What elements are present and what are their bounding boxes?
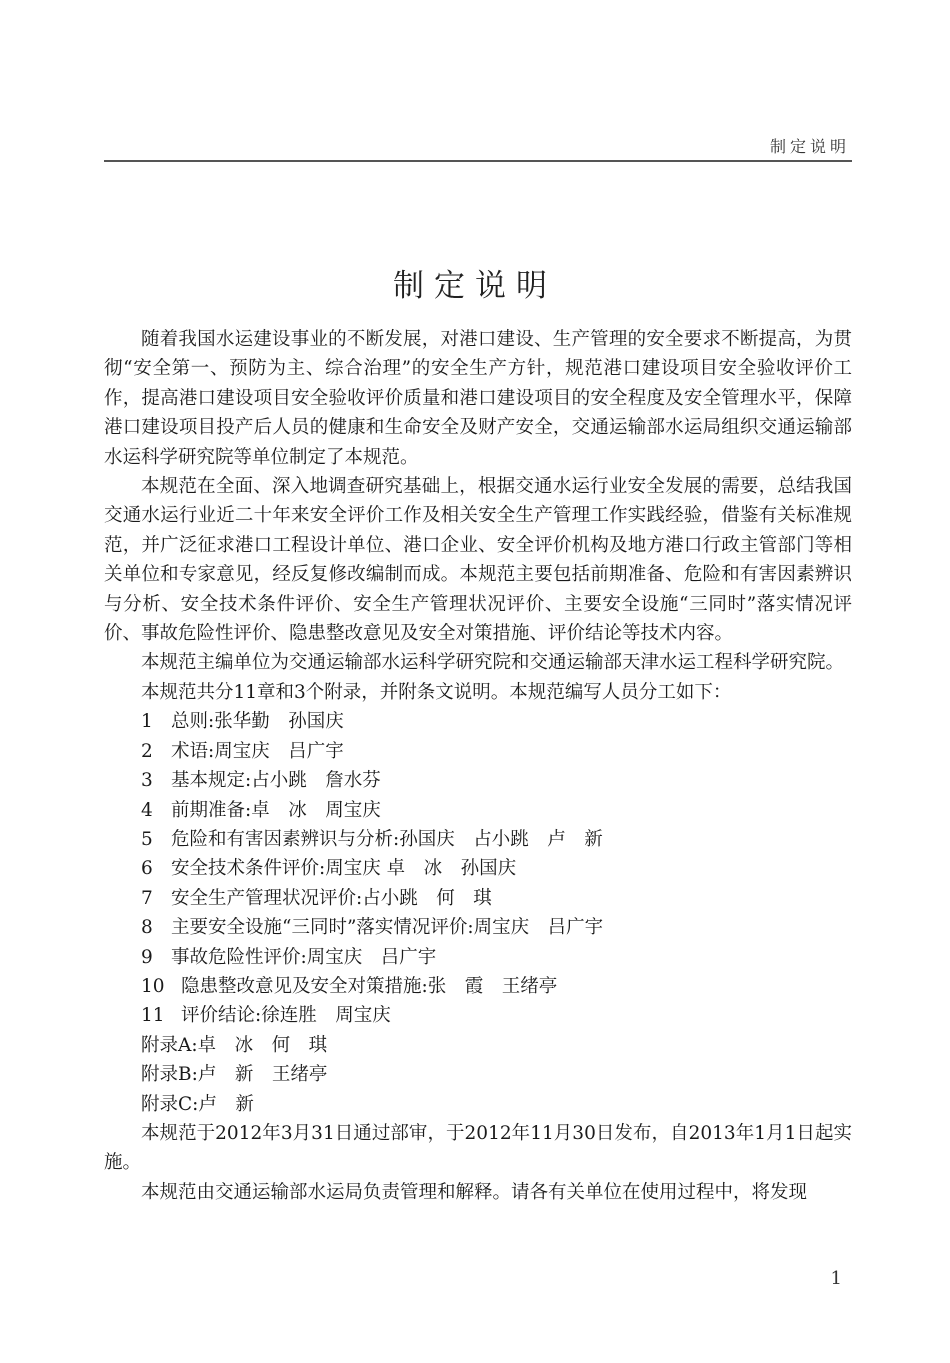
list-item [104,943,852,972]
page-number: 1 [830,1268,842,1289]
paragraph: 本规范共分11章和3个附录，并附条文说明。本规范编写人员分工如下： [141,681,732,703]
list-text: 隐患整改意见及安全对策措施:张 霞 王绪亭 [181,975,558,997]
paragraph: 本规范主编单位为交通运输部水运科学研究院和交通运输部天津水运工程科学研究院。 [141,652,845,674]
document-body [104,325,852,1207]
paragraph: 随着我国水运建设事业的不断发展，对港口建设、生产管理的安全要求不断提高，为贯彻“安全第一、预防为主、综合治理”的安全生产方针，规范港口建设项目安全验收评价工作，提高港口建设项目安全验收评价质量和港口建设项目的安全程度及安全管理水平，保障港口建设项目投产后人员的健康和生命安全及财产安全，交通运输部水运局组织交通运输部水运科学研究院等单位制定了本规范。 [104,329,852,468]
list-item [104,1001,852,1030]
paragraph: 本规范由交通运输部水运局负责管理和解释。请各有关单位在使用过程中，将发现 [141,1181,808,1203]
list-number: 3 [141,770,153,792]
list-item [104,913,852,942]
list-text: 基本规定:占小跳 詹水芬 [171,770,381,792]
list-item [104,796,852,825]
list-number: 10 [141,975,165,997]
paragraph: 本规范于2012年3月31日通过部审，于2012年11月30日发布，自2013年1月1日起实施。 [104,1122,852,1174]
list-text: 主要安全设施“三同时”落实情况评价:周宝庆 吕广宇 [171,917,604,939]
list-item [104,766,852,795]
list-text: 评价结论:徐连胜 周宝庆 [181,1005,391,1027]
list-number: 2 [141,740,153,762]
list-text: 安全技术条件评价:周宝庆 卓 冰 孙国庆 [171,858,517,880]
paragraph: 本规范在全面、深入地调查研究基础上，根据交通水运行业安全发展的需要，总结我国交通水运行业近二十年来安全评价工作及相关安全生产管理工作实践经验，借鉴有关标准规范，并广泛征求港口工程设计单位、港口企业、安全评价机构及地方港口行政主管部门等相关单位和专家意见，经反复修改编制而成。本规范主要包括前期准备、危险和有害因素辨识与分析、安全技术条件评价、安全生产管理状况评价、主要安全设施“三同时”落实情况评价、事故危险性评价、隐患整改意见及安全对策措施、评价结论等技术内容。 [104,476,852,645]
list-text: 前期准备:卓 冰 周宝庆 [171,799,381,821]
list-item-appendix: 附录C:卢 新 [141,1093,254,1115]
list-item [104,737,852,766]
running-header: 制定说明 [769,137,850,156]
list-item [104,854,852,883]
list-number: 6 [141,858,153,880]
list-number: 8 [141,917,153,939]
page-title: 制定说明 [393,268,557,304]
list-item-appendix: 附录A:卓 冰 何 琪 [141,1034,328,1056]
list-text: 危险和有害因素辨识与分析:孙国庆 占小跳 卢 新 [171,828,603,850]
list-number: 11 [141,1005,165,1027]
list-item [104,825,852,854]
list-item [104,972,852,1001]
list-item [104,707,852,736]
header-rule [104,160,852,162]
list-number: 7 [141,887,153,909]
list-item-appendix: 附录B:卢 新 王绪亭 [141,1064,328,1086]
list-item [104,884,852,913]
list-number: 4 [141,799,153,821]
list-text: 安全生产管理状况评价:占小跳 何 琪 [171,887,492,909]
author-list [104,707,852,1119]
list-number: 5 [141,828,153,850]
list-text: 事故危险性评价:周宝庆 吕广宇 [171,946,437,968]
list-number: 9 [141,946,153,968]
list-text: 术语:周宝庆 吕广宇 [171,740,344,762]
list-text: 总则:张华勤 孙国庆 [171,711,344,733]
list-number: 1 [141,711,153,733]
